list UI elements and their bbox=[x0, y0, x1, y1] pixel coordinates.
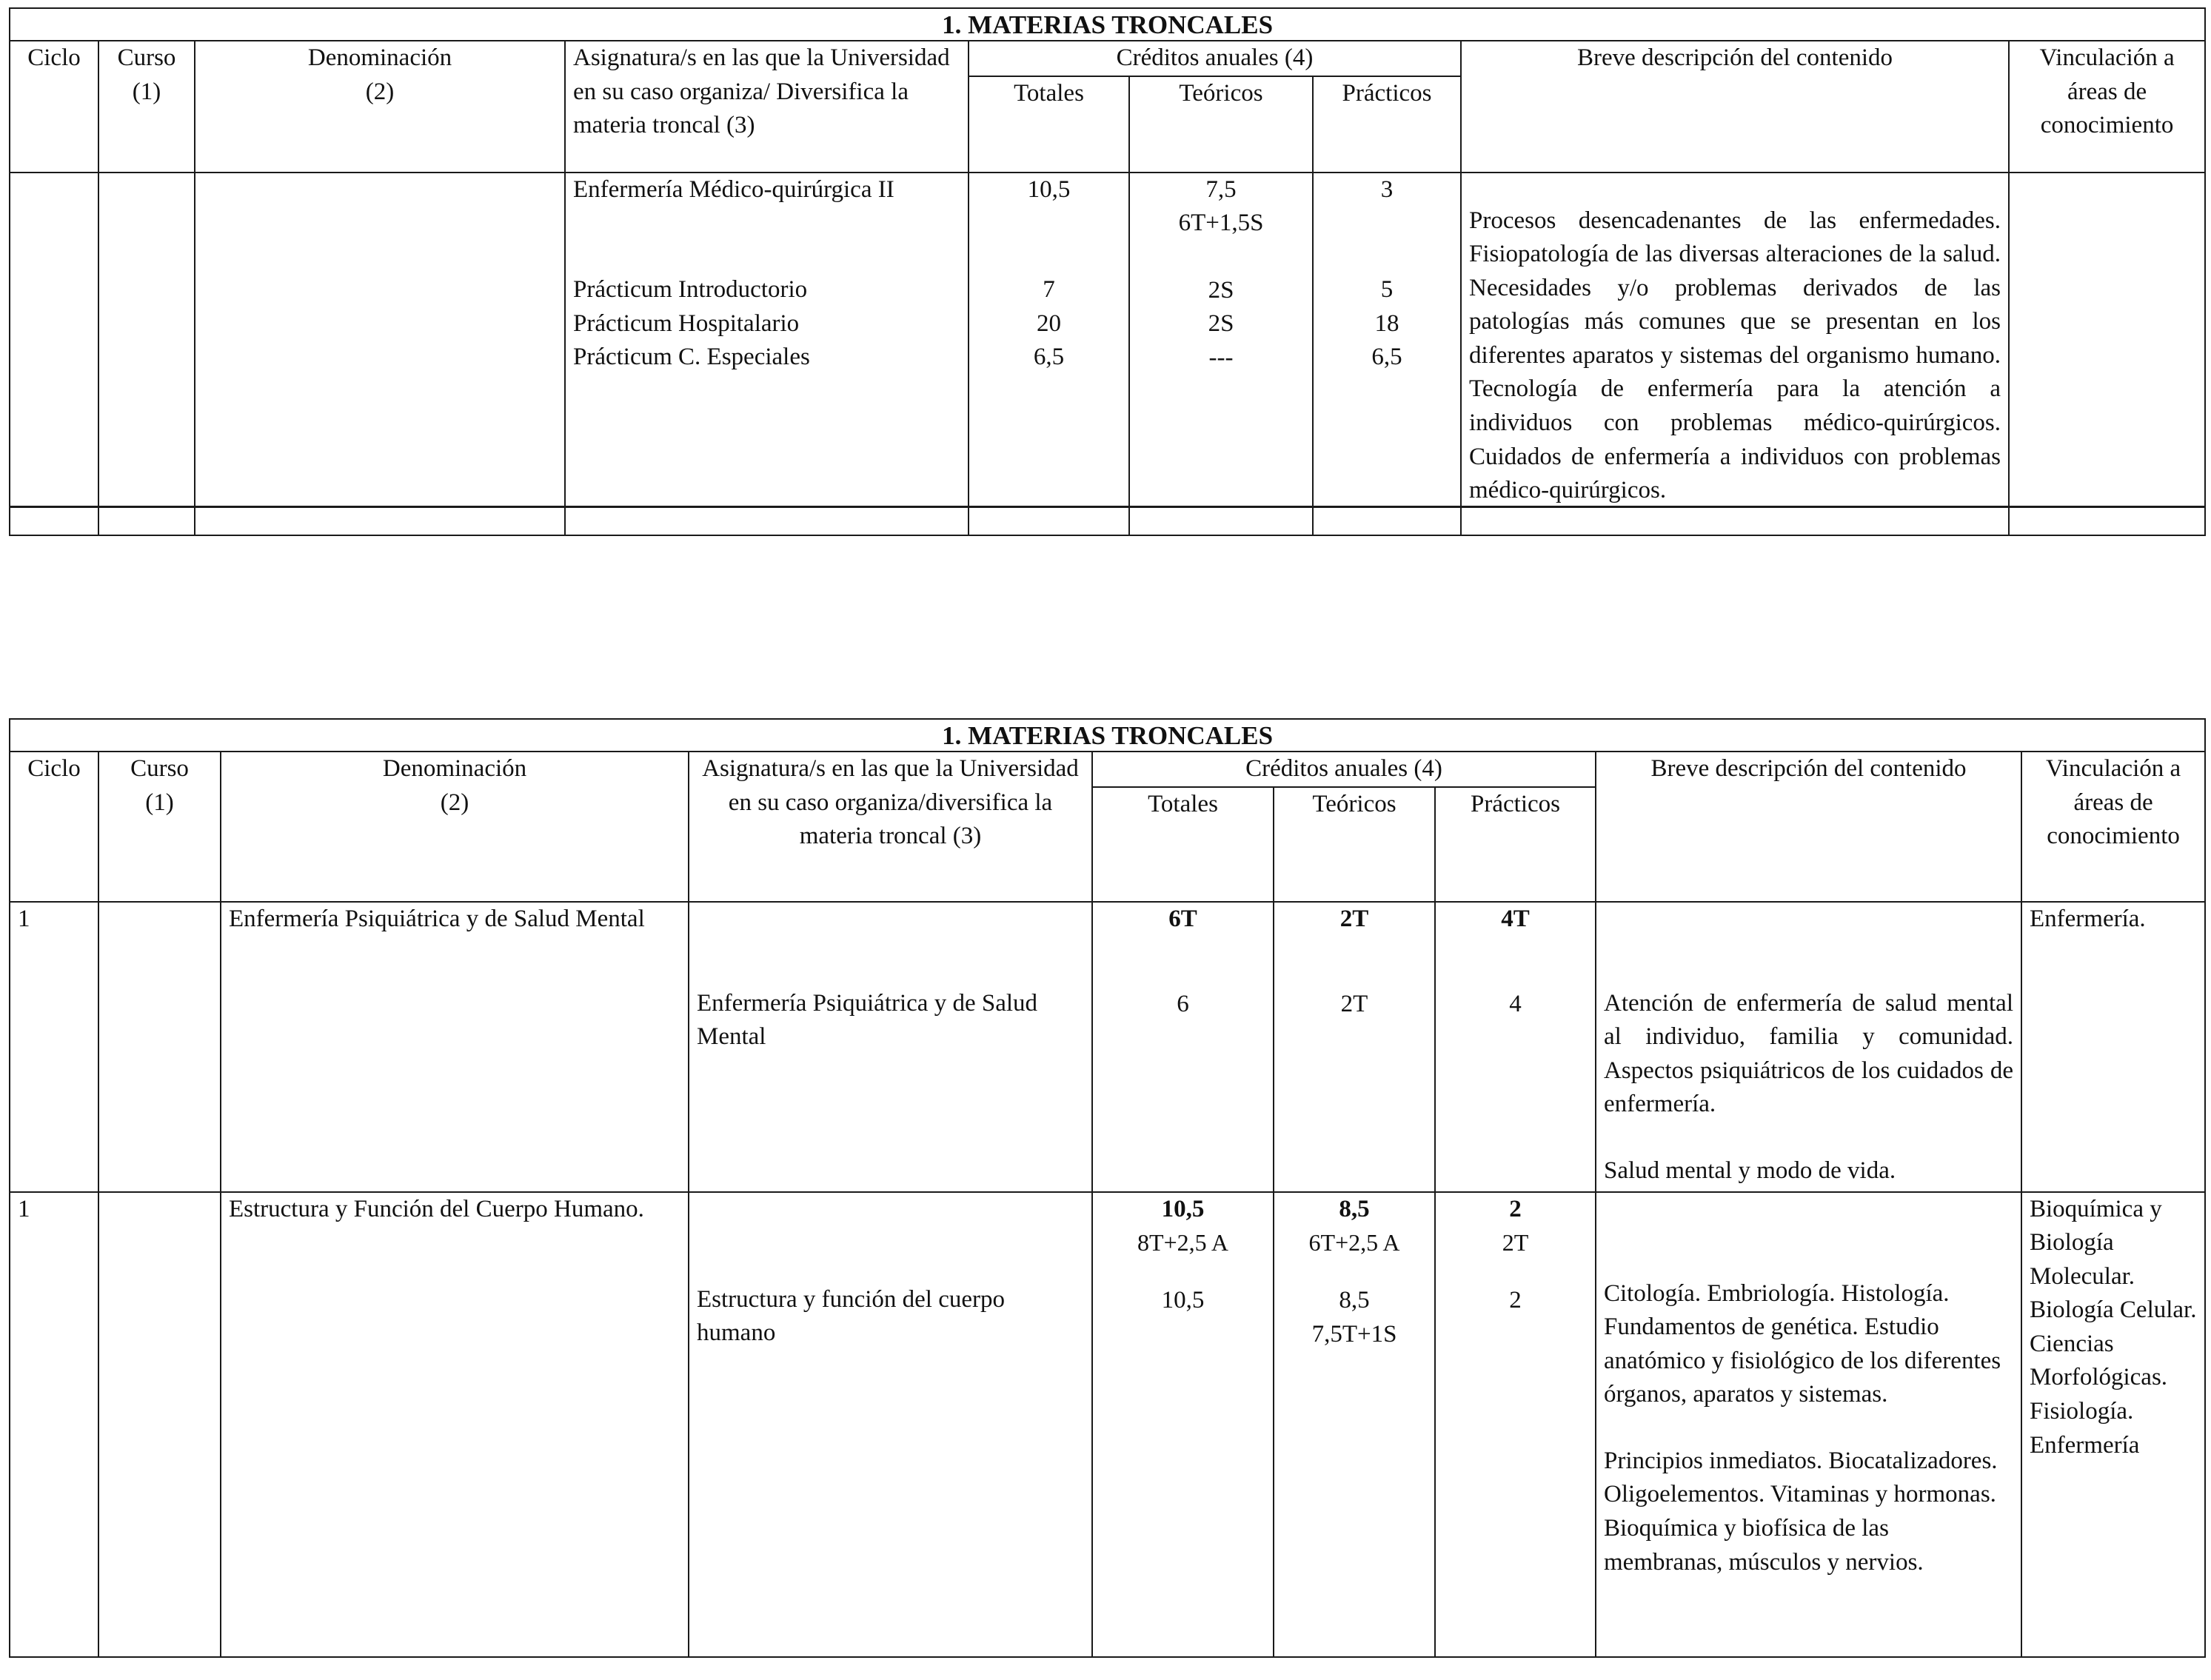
teoricos-value: 2S bbox=[1208, 310, 1234, 338]
header-teoricos: Teóricos bbox=[1129, 76, 1313, 173]
asignatura-item: Prácticum Introductorio bbox=[573, 276, 808, 304]
cell-descripcion bbox=[1461, 173, 2009, 535]
totales-main: 10,5 bbox=[1161, 1195, 1205, 1222]
practicos-main: 2 bbox=[1509, 1195, 1522, 1222]
cell-teoricos bbox=[1274, 1192, 1435, 1657]
header-asignaturas: Asignatura/s en las que la Universidad en su caso organiza/diversifica la materia troncal (3) bbox=[689, 752, 1092, 902]
header-curso: Curso (1) bbox=[98, 752, 221, 902]
totales-main: 6T bbox=[1168, 905, 1197, 932]
practicos-value: 5 bbox=[1380, 276, 1394, 304]
practicos-value: 3 bbox=[1380, 175, 1394, 203]
cell-practicos bbox=[1435, 1192, 1596, 1657]
cell-vinculacion: Bioquímica y Biología Molecular. Biología Celular. Ciencias Morfológicas. Fisiología. Enfermería bbox=[2021, 1192, 2205, 1657]
asignatura-item: Enfermería Psiquiátrica y de Salud Mental bbox=[697, 989, 1038, 1051]
totales-value: 6,5 bbox=[1033, 344, 1065, 371]
header-vinculacion: Vinculación a áreas de conocimiento bbox=[2021, 752, 2205, 902]
totales-value: 20 bbox=[1037, 309, 1061, 337]
descripcion-text: Salud mental y modo de vida. bbox=[1604, 1157, 1896, 1184]
cell-curso bbox=[98, 173, 195, 535]
table-row bbox=[10, 173, 2205, 535]
table-materias-troncales-2 bbox=[9, 718, 2206, 1658]
header-creditos: Créditos anuales (4) bbox=[969, 41, 1461, 76]
teoricos-value: 6T+1,5S bbox=[1178, 210, 1264, 237]
header-ciclo: Ciclo bbox=[10, 752, 98, 902]
asignatura-item: Prácticum Hospitalario bbox=[573, 309, 800, 337]
practicos-main: 4T bbox=[1501, 905, 1530, 932]
cell-totales bbox=[1092, 902, 1274, 1192]
divider bbox=[9, 506, 2204, 508]
practicos-asig: 2 bbox=[1509, 1287, 1522, 1314]
cell-teoricos bbox=[1129, 173, 1313, 535]
header-creditos: Créditos anuales (4) bbox=[1092, 752, 1596, 787]
header-vinculacion: Vinculación a áreas de conocimiento bbox=[2009, 41, 2205, 173]
cell-asignaturas bbox=[689, 902, 1092, 1192]
descripcion-text: Atención de enfermería de salud mental al individuo, familia y comunidad. Aspectos psiquiátricos de los cuidados de enfermería. bbox=[1604, 989, 2013, 1118]
cell-ciclo bbox=[10, 173, 98, 535]
asignatura-item: Prácticum C. Especiales bbox=[573, 344, 810, 371]
teoricos-asig: 2T bbox=[1340, 991, 1368, 1018]
cell-asignaturas bbox=[565, 173, 969, 535]
cell-totales bbox=[1092, 1192, 1274, 1657]
practicos-value: 6,5 bbox=[1371, 344, 1402, 371]
teoricos-sub: 6T+2,5 A bbox=[1308, 1229, 1400, 1256]
header-practicos: Prácticos bbox=[1313, 76, 1461, 173]
cell-teoricos bbox=[1274, 902, 1435, 1192]
cell-denominacion bbox=[195, 173, 565, 535]
asignatura-item: Enfermería Médico-quirúrgica II bbox=[573, 175, 894, 203]
asignatura-item: Estructura y función del cuerpo humano bbox=[697, 1285, 1006, 1347]
teoricos-main: 8,5 bbox=[1339, 1195, 1370, 1222]
cell-curso bbox=[98, 902, 221, 1192]
cell-vinculacion: Enfermería. bbox=[2021, 902, 2205, 1192]
header-ciclo: Ciclo bbox=[10, 41, 98, 173]
practicos-value: 18 bbox=[1374, 309, 1399, 337]
header-curso: Curso (1) bbox=[98, 41, 195, 173]
cell-practicos bbox=[1435, 902, 1596, 1192]
totales-asig: 10,5 bbox=[1161, 1287, 1205, 1314]
header-descripcion: Breve descripción del contenido bbox=[1596, 752, 2021, 902]
cell-descripcion bbox=[1596, 1192, 2021, 1657]
cell-practicos bbox=[1313, 173, 1461, 535]
totales-value: 7 bbox=[1043, 276, 1055, 304]
cell-descripcion bbox=[1596, 902, 2021, 1192]
cell-curso bbox=[98, 1192, 221, 1657]
practicos-sub: 2T bbox=[1502, 1229, 1529, 1256]
header-denominacion: Denominación (2) bbox=[195, 41, 565, 173]
cell-vinculacion bbox=[2009, 173, 2205, 535]
totales-asig: 6 bbox=[1177, 991, 1189, 1018]
header-teoricos: Teóricos bbox=[1274, 787, 1435, 902]
table-title: 1. MATERIAS TRONCALES bbox=[10, 719, 2205, 752]
table-row bbox=[10, 1192, 2205, 1657]
header-denominacion: Denominación (2) bbox=[221, 752, 689, 902]
header-practicos: Prácticos bbox=[1435, 787, 1596, 902]
cell-ciclo: 1 bbox=[10, 902, 98, 1192]
cell-totales bbox=[969, 173, 1129, 535]
cell-denominacion: Estructura y Función del Cuerpo Humano. bbox=[221, 1192, 689, 1657]
descripcion-text: Citología. Embriología. Histología. Fundamentos de genética. Estudio anatómico y fisiológico de los diferentes órganos, aparatos y sistemas. bbox=[1604, 1279, 2001, 1408]
descripcion-text: Procesos desencadenantes de las enfermedades. Fisiopatología de las diversas alteraciones de la salud. Necesidades y/o problemas derivados de las patologías más comunes que se presentan en los diferentes aparatos y sistemas del organismo humano. Tecnología de enfermería para la atención a individuos con problemas médico-quirúrgicos. Cuidados de enfermería a individuos con problemas médico-quirúrgicos. bbox=[1469, 207, 2001, 504]
cell-asignaturas bbox=[689, 1192, 1092, 1657]
cell-ciclo: 1 bbox=[10, 1192, 98, 1657]
teoricos-main: 2T bbox=[1339, 905, 1369, 932]
table-materias-troncales-1 bbox=[9, 7, 2206, 536]
table-row bbox=[10, 902, 2205, 1192]
header-totales: Totales bbox=[969, 76, 1129, 173]
header-descripcion: Breve descripción del contenido bbox=[1461, 41, 2009, 173]
cell-denominacion: Enfermería Psiquiátrica y de Salud Mental bbox=[221, 902, 689, 1192]
table-title: 1. MATERIAS TRONCALES bbox=[10, 8, 2205, 41]
header-totales: Totales bbox=[1092, 787, 1274, 902]
totales-value: 10,5 bbox=[1027, 175, 1071, 203]
teoricos-value: 2S bbox=[1208, 276, 1234, 304]
teoricos-value: --- bbox=[1208, 344, 1234, 371]
teoricos-asig: 8,5 bbox=[1339, 1287, 1370, 1314]
descripcion-text: Principios inmediatos. Biocatalizadores. Oligoelementos. Vitaminas y hormonas. Bioquímica y biofísica de las membranas, músculos y nervios. bbox=[1604, 1447, 1998, 1576]
practicos-asig: 4 bbox=[1509, 991, 1522, 1018]
header-asignaturas: Asignatura/s en las que la Universidad en su caso organiza/ Diversifica la materia troncal (3) bbox=[565, 41, 969, 173]
teoricos-asig-sub: 7,5T+1S bbox=[1311, 1321, 1397, 1348]
teoricos-value: 7,5 bbox=[1205, 175, 1237, 203]
totales-sub: 8T+2,5 A bbox=[1137, 1229, 1228, 1256]
